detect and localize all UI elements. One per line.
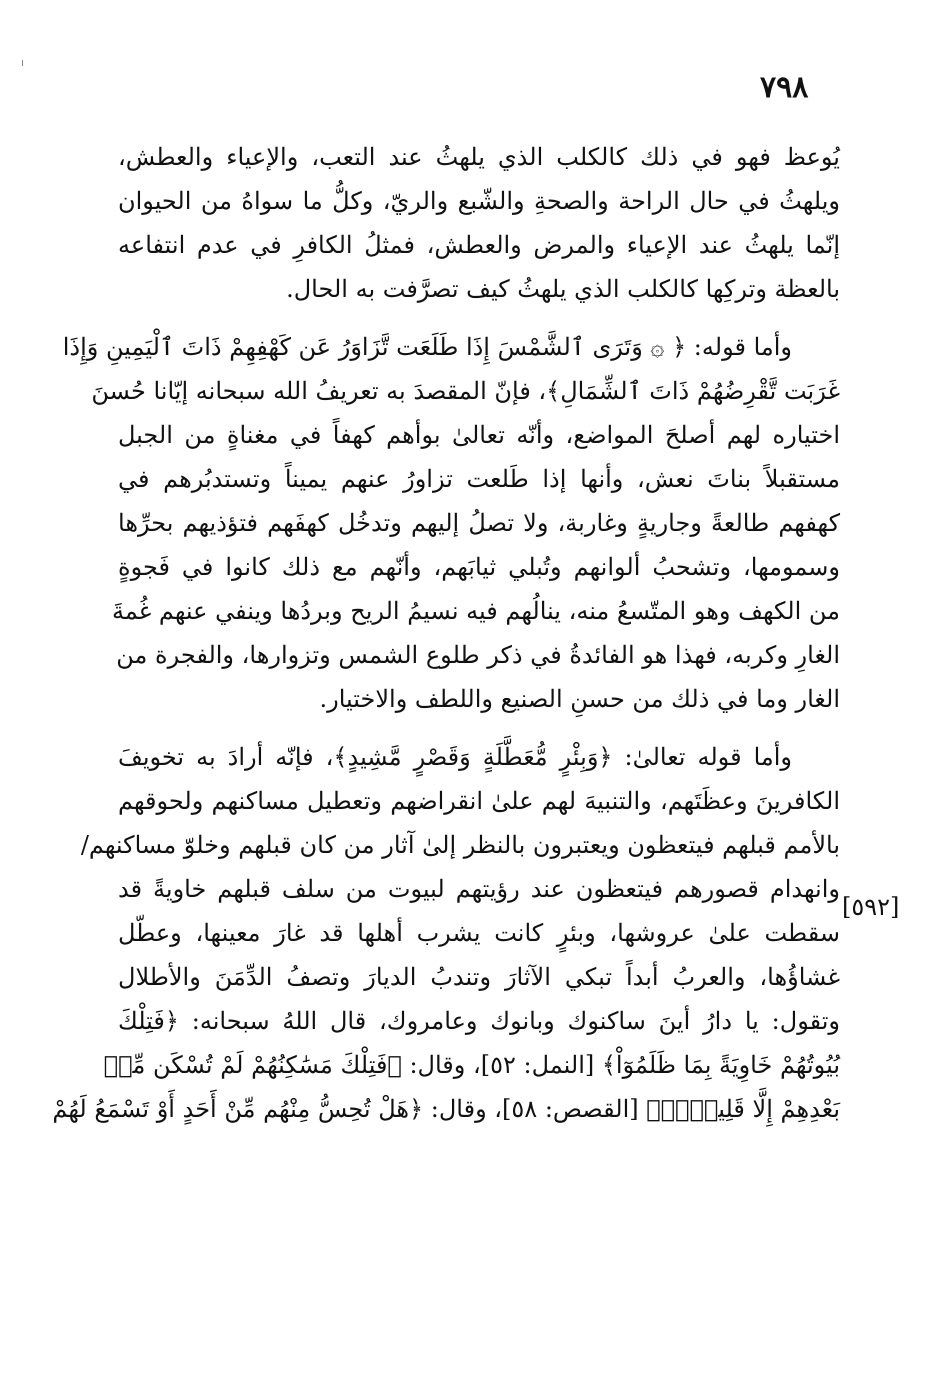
text-line: الغارِ وكربه، فهذا هو الفائدةُ في ذكر طلوع الشمس وتزوارها، والفجرة من	[116, 641, 840, 669]
text-line: يُوعظ فهو في ذلك كالكلب الذي يلهثُ عند التعب، والإعياء والعطش،	[118, 143, 840, 171]
text-line: كهفهم طالعةً وجاريةٍ وغاربة، ولا تصلُ إليهم وتدخُل كهفَهم فتؤذيهم بحرِّها	[118, 509, 840, 537]
text-line: ويلهثُ في حال الراحة والصحةِ والشّبع والريّ، وكلُّ ما سواهُ من الحيوان	[118, 187, 841, 215]
text-line: بُيُوتُهُمْ خَاوِيَةً بِمَا ظَلَمُوٓاْ﴾ [النمل: ٥٢]، وقال: ﴿فَتِلْكَ مَسَٰكِنُهُمْ لَمْ تُسْكَن مِّنۢ	[103, 1051, 840, 1079]
text-line: بَعْدِهِمْ إِلَّا قَلِيلًاۖ﴾ [القصص: ٥٨]، وقال: ﴿هَلْ تُحِسُّ مِنْهُم مِّنْ أَحَدٍ أَوْ تَسْمَعُ لَهُمْ	[52, 1095, 840, 1123]
margin-mark	[22, 60, 23, 66]
text-line: وانهدام قصورهم فيتعظون عند رؤيتهم لبيوت من سلف قبلهم خاويةً قد	[118, 875, 840, 903]
text-line: وتقول: يا دارُ أينَ ساكنوك وبانوك وعامروك، قال اللهُ سبحانه: ﴿فَتِلْكَ	[118, 1007, 841, 1035]
text-line: سقطت علىٰ عروشها، وبئرٍ كانت يشرب أهلها قد غارَ معينها، وعطّل	[118, 919, 840, 947]
text-line: غَرَبَت تَّقْرِضُهُمْ ذَاتَ ٱلشِّمَالِ﴾، فإنّ المقصدَ به تعريفُ الله سبحانه إيّانا حُسنَ	[91, 377, 840, 405]
text-line: بالعظة وتركِها كالكلب الذي يلهثُ كيف تصرَّفت به الحال.	[286, 275, 840, 303]
text-line: مستقبلاً بناتَ نعش، وأنها إذا طَلعت تزاورُ عنهم يميناً وتستدبُرهم في	[118, 465, 840, 493]
text-line: إنّما يلهثُ عند الإعياء والمرض والعطش، فمثلُ الكافرِ في عدم انتفاعه	[118, 231, 840, 259]
paragraph-2	[62, 325, 840, 721]
text-line: من الكهف وهو المتّسعُ منه، ينالُهم فيه نسيمُ الريح وبردُها وينفي عنهم غُمةَ	[111, 597, 840, 625]
text-line: بالأمم قبلهم فيتعظون ويعتبرون بالنظر إلىٰ آثار من كان قبلهم وخلوّ مساكنهم/	[80, 831, 840, 859]
text-line: وأما قوله تعالىٰ: ﴿وَبِئْرٍ مُّعَطَّلَةٍ وَقَصْرٍ مَّشِيدٍ﴾، فإنّه أرادَ به تخويفَ	[118, 743, 792, 771]
paragraph-3	[52, 735, 841, 1131]
text-line: غشاؤُها، والعربُ أبداً تبكي الآثارَ وتندبُ الديارَ وتصفُ الدِّمَنَ والأطلال	[118, 963, 840, 991]
text-line: وسمومها، وتشحبُ ألوانهم وتُبلي ثيابَهم، وأنّهم مع ذلك كانوا في فَجوةٍ	[118, 553, 840, 581]
text-line: الغار وما في ذلك من حسنِ الصنيع واللطف والاختيار.	[319, 685, 840, 713]
text-line: اختياره لهم أصلحَ المواضع، وأنّه تعالىٰ بوأهم كهفاً في مغناةٍ من الجبل	[118, 421, 840, 449]
main-text	[52, 135, 841, 1131]
paragraph-1	[118, 135, 840, 311]
text-line: وأما قوله: ﴿ ۞ وَتَرَى ٱلشَّمْسَ إِذَا طَلَعَت تَّزَاوَرُ عَن كَهْفِهِمْ ذَاتَ ٱلْيَمِينِ وَإِذَا	[62, 333, 792, 361]
margin-reference: [٥٩٢]	[842, 893, 900, 921]
page-number: ٧٩٨	[760, 70, 809, 105]
text-line: الكافرينَ وعظَتَهم، والتنبيهَ لهم علىٰ انقراضهم وتعطيل مساكنهم ولحوقهم	[118, 787, 840, 815]
